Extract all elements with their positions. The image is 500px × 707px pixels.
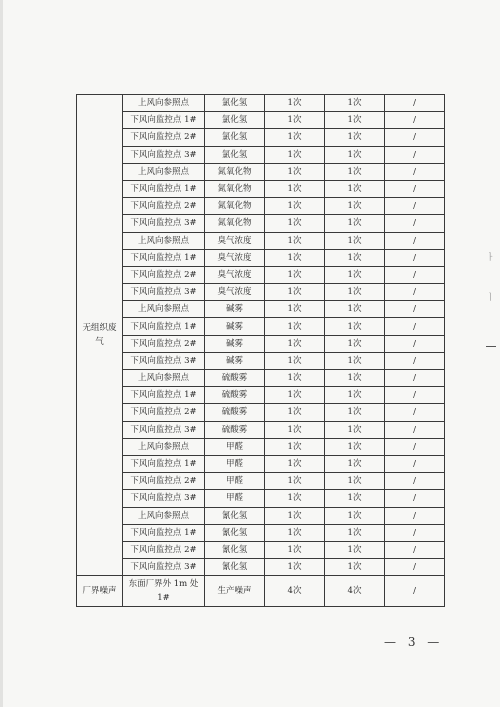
margin-scribble: ㅏ xyxy=(486,253,495,263)
table-row xyxy=(77,576,445,607)
freq-cell: 1次 xyxy=(265,318,325,335)
table-row xyxy=(77,370,445,387)
table-row xyxy=(77,112,445,129)
point-cell: 下风向监控点 3# xyxy=(123,421,205,438)
page-edge xyxy=(0,0,3,707)
note-cell: / xyxy=(385,438,445,455)
point-cell: 下风向监控点 3# xyxy=(123,559,205,576)
item-cell: 碱雾 xyxy=(205,301,265,318)
count-cell: 1次 xyxy=(325,215,385,232)
table-row xyxy=(77,352,445,369)
table-row xyxy=(77,404,445,421)
item-cell: 氯化氢 xyxy=(205,129,265,146)
freq-cell: 1次 xyxy=(265,473,325,490)
point-cell: 东面厂界外 1m 处 1# xyxy=(123,576,205,607)
note-cell: / xyxy=(385,576,445,607)
freq-cell: 1次 xyxy=(265,180,325,197)
note-cell: / xyxy=(385,95,445,112)
count-cell: 1次 xyxy=(325,507,385,524)
table-row xyxy=(77,507,445,524)
count-cell: 1次 xyxy=(325,404,385,421)
note-cell: / xyxy=(385,387,445,404)
point-cell: 下风向监控点 1# xyxy=(123,112,205,129)
freq-cell: 4次 xyxy=(265,576,325,607)
count-cell: 1次 xyxy=(325,335,385,352)
table-row xyxy=(77,180,445,197)
point-cell: 下风向监控点 2# xyxy=(123,404,205,421)
count-cell: 1次 xyxy=(325,112,385,129)
table-row xyxy=(77,284,445,301)
freq-cell: 1次 xyxy=(265,301,325,318)
table-row xyxy=(77,146,445,163)
freq-cell: 1次 xyxy=(265,335,325,352)
freq-cell: 1次 xyxy=(265,146,325,163)
item-cell: 氮氧化物 xyxy=(205,180,265,197)
item-cell: 碱雾 xyxy=(205,352,265,369)
point-cell: 下风向监控点 3# xyxy=(123,146,205,163)
note-cell: / xyxy=(385,507,445,524)
freq-cell: 1次 xyxy=(265,438,325,455)
point-cell: 下风向监控点 2# xyxy=(123,473,205,490)
freq-cell: 1次 xyxy=(265,215,325,232)
count-cell: 1次 xyxy=(325,524,385,541)
note-cell: / xyxy=(385,490,445,507)
note-cell: / xyxy=(385,404,445,421)
point-cell: 下风向监控点 3# xyxy=(123,352,205,369)
note-cell: / xyxy=(385,249,445,266)
freq-cell: 1次 xyxy=(265,266,325,283)
freq-cell: 1次 xyxy=(265,387,325,404)
note-cell: / xyxy=(385,163,445,180)
point-cell: 下风向监控点 2# xyxy=(123,198,205,215)
item-cell: 硫酸雾 xyxy=(205,404,265,421)
point-cell: 上风向参照点 xyxy=(123,95,205,112)
item-cell: 氰化氢 xyxy=(205,541,265,558)
table-row xyxy=(77,559,445,576)
note-cell: / xyxy=(385,455,445,472)
point-cell: 下风向监控点 1# xyxy=(123,249,205,266)
item-cell: 生产噪声 xyxy=(205,576,265,607)
item-cell: 氰化氢 xyxy=(205,559,265,576)
count-cell: 1次 xyxy=(325,490,385,507)
item-cell: 氮氧化物 xyxy=(205,198,265,215)
item-cell: 臭气浓度 xyxy=(205,284,265,301)
count-cell: 1次 xyxy=(325,163,385,180)
freq-cell: 1次 xyxy=(265,232,325,249)
item-cell: 氮氧化物 xyxy=(205,215,265,232)
freq-cell: 1次 xyxy=(265,370,325,387)
note-cell: / xyxy=(385,421,445,438)
count-cell: 1次 xyxy=(325,559,385,576)
count-cell: 1次 xyxy=(325,129,385,146)
point-cell: 下风向监控点 3# xyxy=(123,284,205,301)
point-cell: 下风向监控点 2# xyxy=(123,266,205,283)
note-cell: / xyxy=(385,232,445,249)
point-cell: 上风向参照点 xyxy=(123,370,205,387)
count-cell: 1次 xyxy=(325,249,385,266)
table-row xyxy=(77,95,445,112)
table-row xyxy=(77,301,445,318)
count-cell: 1次 xyxy=(325,266,385,283)
table-row xyxy=(77,215,445,232)
freq-cell: 1次 xyxy=(265,112,325,129)
page-number: — 3 — xyxy=(384,635,444,649)
item-cell: 臭气浓度 xyxy=(205,232,265,249)
point-cell: 下风向监控点 2# xyxy=(123,541,205,558)
item-cell: 硫酸雾 xyxy=(205,370,265,387)
item-cell: 臭气浓度 xyxy=(205,249,265,266)
count-cell: 1次 xyxy=(325,370,385,387)
note-cell: / xyxy=(385,284,445,301)
point-cell: 上风向参照点 xyxy=(123,438,205,455)
count-cell: 4次 xyxy=(325,576,385,607)
freq-cell: 1次 xyxy=(265,284,325,301)
count-cell: 1次 xyxy=(325,146,385,163)
item-cell: 甲醛 xyxy=(205,455,265,472)
note-cell: / xyxy=(385,198,445,215)
freq-cell: 1次 xyxy=(265,163,325,180)
note-cell: / xyxy=(385,215,445,232)
table-row xyxy=(77,473,445,490)
item-cell: 碱雾 xyxy=(205,318,265,335)
table-row xyxy=(77,266,445,283)
note-cell: / xyxy=(385,180,445,197)
freq-cell: 1次 xyxy=(265,95,325,112)
count-cell: 1次 xyxy=(325,352,385,369)
item-cell: 氰化氢 xyxy=(205,524,265,541)
note-cell: / xyxy=(385,146,445,163)
freq-cell: 1次 xyxy=(265,490,325,507)
table-row xyxy=(77,198,445,215)
freq-cell: 1次 xyxy=(265,559,325,576)
table-row xyxy=(77,524,445,541)
monitoring-table xyxy=(76,94,445,607)
freq-cell: 1次 xyxy=(265,455,325,472)
freq-cell: 1次 xyxy=(265,421,325,438)
count-cell: 1次 xyxy=(325,284,385,301)
count-cell: 1次 xyxy=(325,455,385,472)
freq-cell: 1次 xyxy=(265,404,325,421)
note-cell: / xyxy=(385,524,445,541)
item-cell: 氮氧化物 xyxy=(205,163,265,180)
count-cell: 1次 xyxy=(325,421,385,438)
count-cell: 1次 xyxy=(325,541,385,558)
item-cell: 甲醛 xyxy=(205,473,265,490)
margin-dash xyxy=(486,346,496,347)
count-cell: 1次 xyxy=(325,473,385,490)
table-row xyxy=(77,438,445,455)
freq-cell: 1次 xyxy=(265,249,325,266)
item-cell: 硫酸雾 xyxy=(205,387,265,404)
note-cell: / xyxy=(385,112,445,129)
note-cell: / xyxy=(385,370,445,387)
freq-cell: 1次 xyxy=(265,352,325,369)
point-cell: 下风向监控点 2# xyxy=(123,129,205,146)
freq-cell: 1次 xyxy=(265,198,325,215)
noise-section xyxy=(77,576,445,607)
table-row xyxy=(77,387,445,404)
table-row xyxy=(77,232,445,249)
table-row xyxy=(77,163,445,180)
table-row xyxy=(77,541,445,558)
note-cell: / xyxy=(385,541,445,558)
category-cell-noise: 厂界噪声 xyxy=(77,576,123,607)
item-cell: 碱雾 xyxy=(205,335,265,352)
note-cell: / xyxy=(385,559,445,576)
freq-cell: 1次 xyxy=(265,524,325,541)
note-cell: / xyxy=(385,266,445,283)
freq-cell: 1次 xyxy=(265,541,325,558)
point-cell: 下风向监控点 3# xyxy=(123,215,205,232)
point-cell: 下风向监控点 1# xyxy=(123,524,205,541)
count-cell: 1次 xyxy=(325,318,385,335)
item-cell: 臭气浓度 xyxy=(205,266,265,283)
point-cell: 下风向监控点 1# xyxy=(123,180,205,197)
note-cell: / xyxy=(385,335,445,352)
table-row xyxy=(77,335,445,352)
item-cell: 氯化氢 xyxy=(205,112,265,129)
item-cell: 甲醛 xyxy=(205,490,265,507)
note-cell: / xyxy=(385,129,445,146)
note-cell: / xyxy=(385,301,445,318)
table-row xyxy=(77,129,445,146)
point-cell: 上风向参照点 xyxy=(123,301,205,318)
point-cell: 下风向监控点 1# xyxy=(123,387,205,404)
point-cell: 下风向监控点 3# xyxy=(123,490,205,507)
count-cell: 1次 xyxy=(325,232,385,249)
category-cell-air: 无组织废气 xyxy=(77,95,123,576)
point-cell: 上风向参照点 xyxy=(123,507,205,524)
table-row xyxy=(77,421,445,438)
count-cell: 1次 xyxy=(325,387,385,404)
count-cell: 1次 xyxy=(325,438,385,455)
note-cell: / xyxy=(385,352,445,369)
table-row xyxy=(77,318,445,335)
point-cell: 下风向监控点 2# xyxy=(123,335,205,352)
margin-scribble: ㅣ xyxy=(486,293,495,303)
count-cell: 1次 xyxy=(325,301,385,318)
item-cell: 氯化氢 xyxy=(205,95,265,112)
air-section xyxy=(77,95,445,576)
item-cell: 甲醛 xyxy=(205,438,265,455)
table-row xyxy=(77,490,445,507)
note-cell: / xyxy=(385,473,445,490)
item-cell: 硫酸雾 xyxy=(205,421,265,438)
point-cell: 下风向监控点 1# xyxy=(123,455,205,472)
point-cell: 下风向监控点 1# xyxy=(123,318,205,335)
freq-cell: 1次 xyxy=(265,129,325,146)
freq-cell: 1次 xyxy=(265,507,325,524)
table-row xyxy=(77,249,445,266)
item-cell: 氯化氢 xyxy=(205,146,265,163)
item-cell: 氰化氢 xyxy=(205,507,265,524)
table-row xyxy=(77,455,445,472)
point-cell: 上风向参照点 xyxy=(123,163,205,180)
count-cell: 1次 xyxy=(325,95,385,112)
count-cell: 1次 xyxy=(325,180,385,197)
point-cell: 上风向参照点 xyxy=(123,232,205,249)
count-cell: 1次 xyxy=(325,198,385,215)
note-cell: / xyxy=(385,318,445,335)
